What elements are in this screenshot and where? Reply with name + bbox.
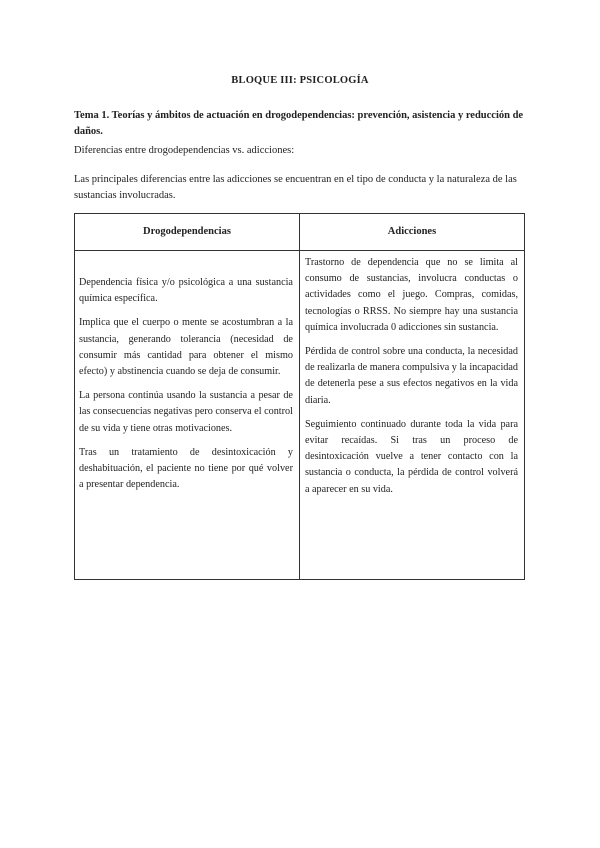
table-paragraph: Pérdida de control sobre una conducta, la necesidad de realizarla de manera compulsiva y la incapacidad de detenerla pese a sus efectos negativos en la vida diaria. [304, 346, 518, 406]
topic-title: Tema 1. Teorías y ámbitos de actuación en drogodependencias: prevención, asistencia y reducción de daños. [74, 110, 524, 137]
table-paragraph: Seguimiento continuado durante toda la vida para evitar recaídas. Si tras un proceso de desintoxicación vuelve a tener contacto con la sustancia o conducta, la pérdida de control volverá a aparecer en su vida. [304, 418, 518, 495]
table-paragraph: La persona continúa usando la sustancia a pesar de las consecuencias negativas pero conserva el control de su vida y tiene otras motivaciones. [79, 390, 293, 434]
table-paragraph: Dependencia física y/o psicológica a una sustancia química específica. [79, 277, 293, 305]
header-drogodependencias: Drogodependencias [75, 214, 300, 251]
block-title: BLOQUE III: PSICOLOGÍA [231, 75, 369, 86]
intro-paragraph: Las principales diferencias entre las adicciones se encuentran en el tipo de conducta y la naturaleza de las sustancias involucradas. [74, 174, 517, 201]
drogodependencias-cell [75, 251, 300, 580]
table-paragraph: Implica que el cuerpo o mente se acostumbran a la sustancia, generando tolerancia (necesidad de consumir más cantidad para obtener el mismo efecto) y abstinencia cuando se deja de consumir. [79, 317, 293, 378]
table-header-row [75, 214, 525, 251]
comparison-table [74, 213, 525, 580]
table-paragraph: Trastorno de dependencia que no se limita al consumo de sustancias, involucra conductas o actividades como el juego. Compras, comidas, tecnologías o RRSS. No siempre hay una sustancia química involucrada 0 adicciones sin sustancia. [304, 257, 518, 333]
table-paragraph: Tras un tratamiento de desintoxicación y deshabituación, el paciente no tiene por qué volver a presentar dependencia. [79, 446, 293, 491]
adicciones-cell [299, 251, 524, 580]
section-subtitle: Diferencias entre drogodependencias vs. adicciones: [74, 145, 295, 156]
table-row [75, 251, 525, 580]
header-adicciones: Adicciones [299, 214, 524, 251]
